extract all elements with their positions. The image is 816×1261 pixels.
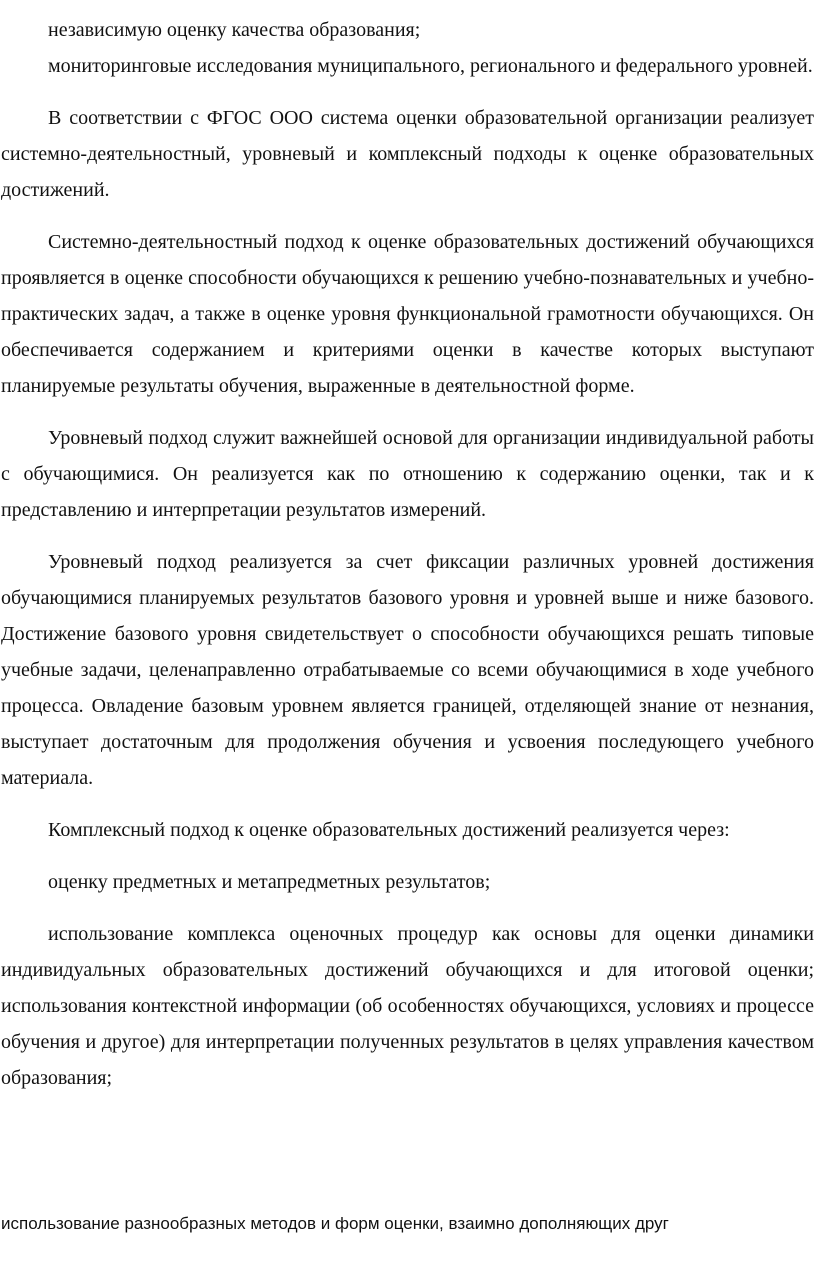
paragraph-fgos-system: В соответствии с ФГОС ООО система оценки образовательной организации реализует системно-деятельностный, уровневый и комплексный подходы к оценке образовательных достижений. [1,107,814,201]
paragraph-complex-approach: Комплексный подход к оценке образовательных достижений реализуется через: [48,819,730,841]
paragraph-monitoring-studies: мониторинговые исследования муниципального, регионального и федерального уровней. [48,55,813,77]
paragraph-level-approach-basis: Уровневый подход служит важнейшей основой для организации индивидуальной работы с обучающимися. Он реализуется как по отношению к содержанию оценки, так и к представлению и интерпретации результатов измерений. [1,427,814,521]
paragraph-various-methods: использование разнообразных методов и форм оценки, взаимно дополняющих друг [1,1214,669,1233]
paragraph-assessment-procedures: использование комплекса оценочных процедур как основы для оценки динамики индивидуальных образовательных достижений обучающихся и для итоговой оценки; использования контекстной информации (об особенностях обучающихся, условиях и процессе обучения и другое) для интерпретации полученных результатов в целях управления качеством образования; [1,923,814,1089]
paragraph-subject-metasubject: оценку предметных и метапредметных результатов; [48,871,491,893]
paragraph-system-activity-approach: Системно-деятельностный подход к оценке образовательных достижений обучающихся проявляется в оценке способности обучающихся к решению учебно-познавательных и учебно-практических задач, а также в оценке уровня функциональной грамотности обучающихся. Он обеспечивается содержанием и критериями оценки в качестве которых выступают планируемые результаты обучения, выраженные в деятельностной форме. [1,231,814,397]
paragraph-level-approach-implementation: Уровневый подход реализуется за счет фиксации различных уровней достижения обучающимися планируемых результатов базового уровня и уровней выше и ниже базового. Достижение базового уровня свидетельствует о способности обучающихся решать типовые учебные задачи, целенаправленно отрабатываемые со всеми обучающимися в ходе учебного процесса. Овладение базовым уровнем является границей, отделяющей знание от незнания, выступает достаточным для продолжения обучения и усвоения последующего учебного материала. [1,551,814,789]
paragraph-independent-assessment: независимую оценку качества образования; [48,19,421,41]
